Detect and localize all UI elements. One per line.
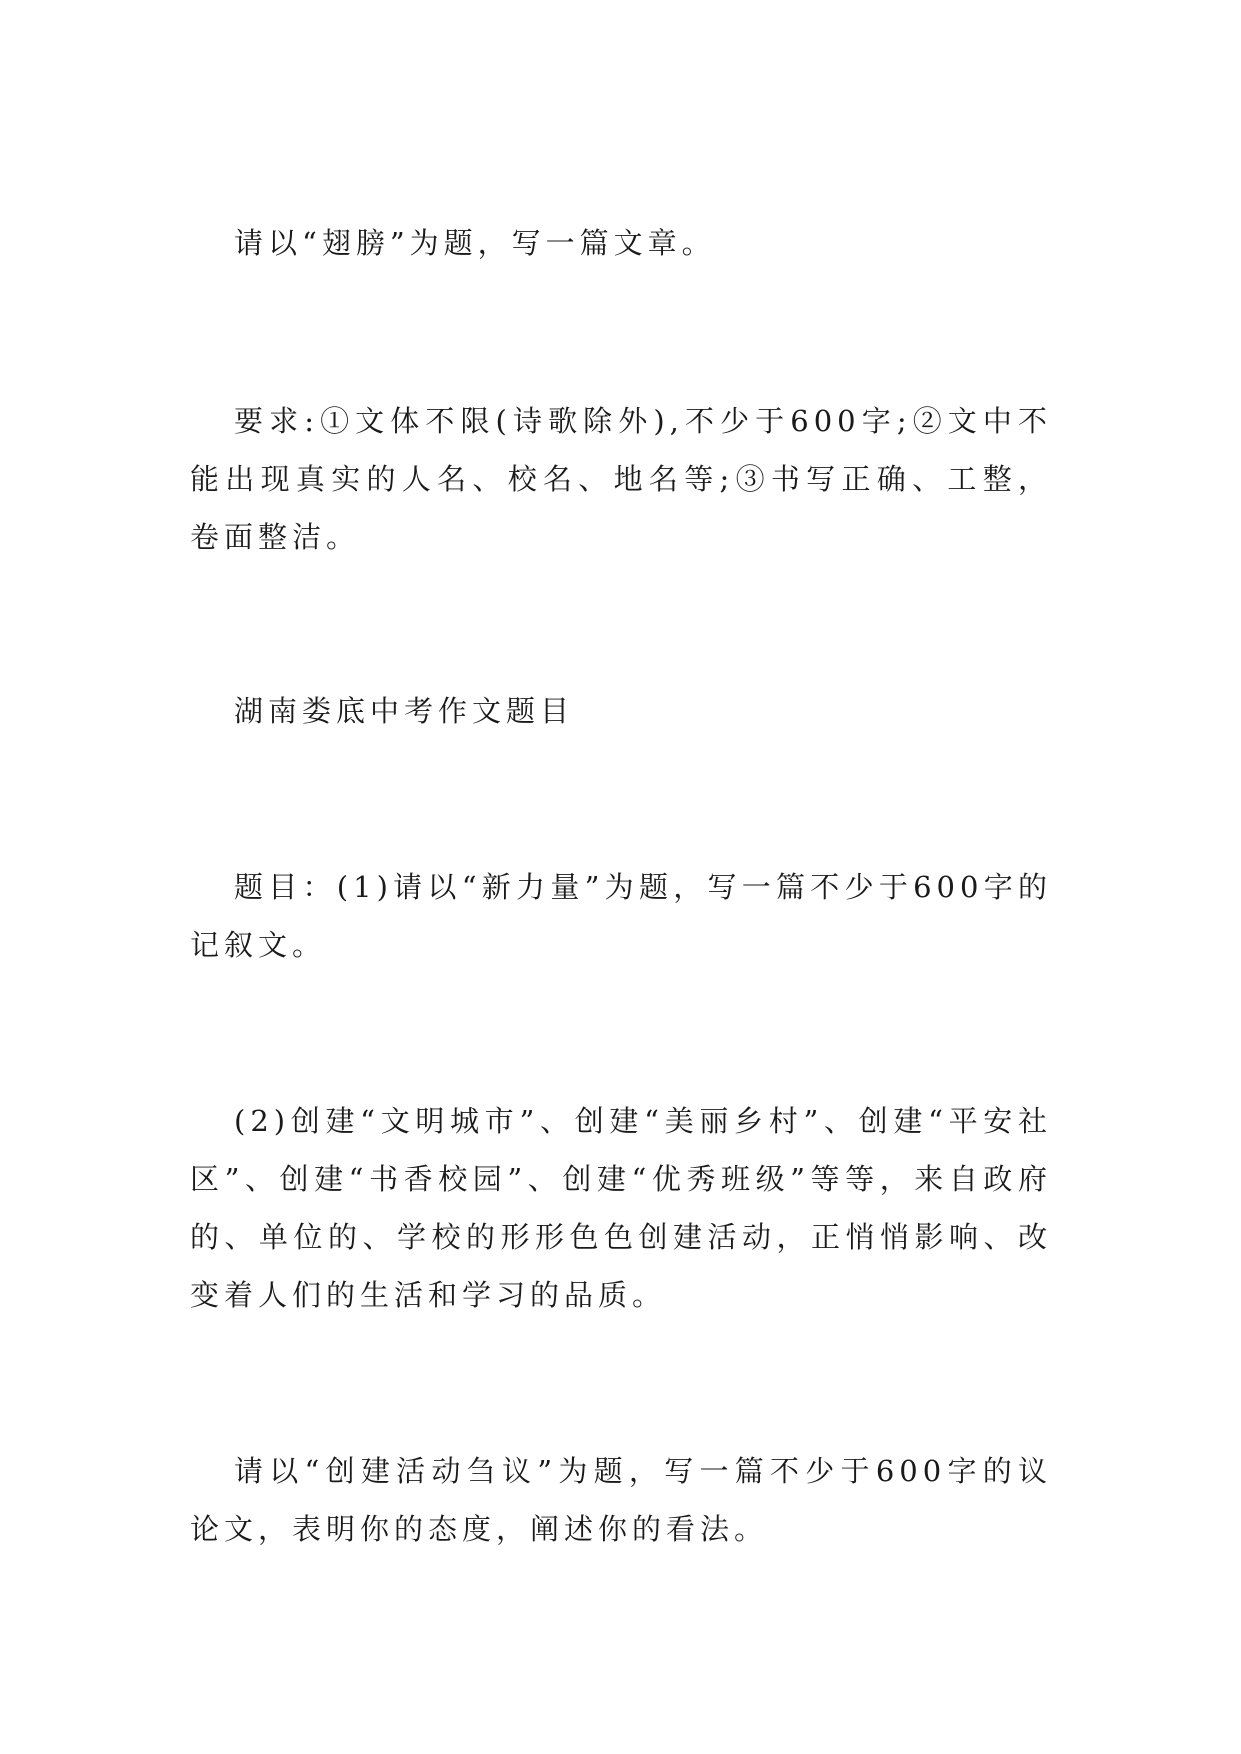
section-heading-loudi: 湖南娄底中考作文题目 xyxy=(234,694,575,728)
topic-2-background: (2)创建“文明城市”、创建“美丽乡村”、创建“平安社区”、创建“书香校园”、创建“优秀班级”等等，来自政府的、单位的、学校的形形色色创建活动，正悄悄影响、改变着人们的生活和学习的品质。 xyxy=(190,1104,1052,1312)
essay-requirements: 要求:①文体不限(诗歌除外),不少于600字;②文中不能出现真实的人名、校名、地名等;③书写正确、工整，卷面整洁。 xyxy=(190,404,1052,554)
topic-2-prompt: 请以“创建活动刍议”为题，写一篇不少于600字的议论文，表明你的态度，阐述你的看法。 xyxy=(190,1454,1052,1546)
essay-prompt-wings: 请以“翅膀”为题，写一篇文章。 xyxy=(234,226,716,260)
topic-1-new-force: 题目：(1)请以“新力量”为题，写一篇不少于600字的记叙文。 xyxy=(190,870,1052,962)
